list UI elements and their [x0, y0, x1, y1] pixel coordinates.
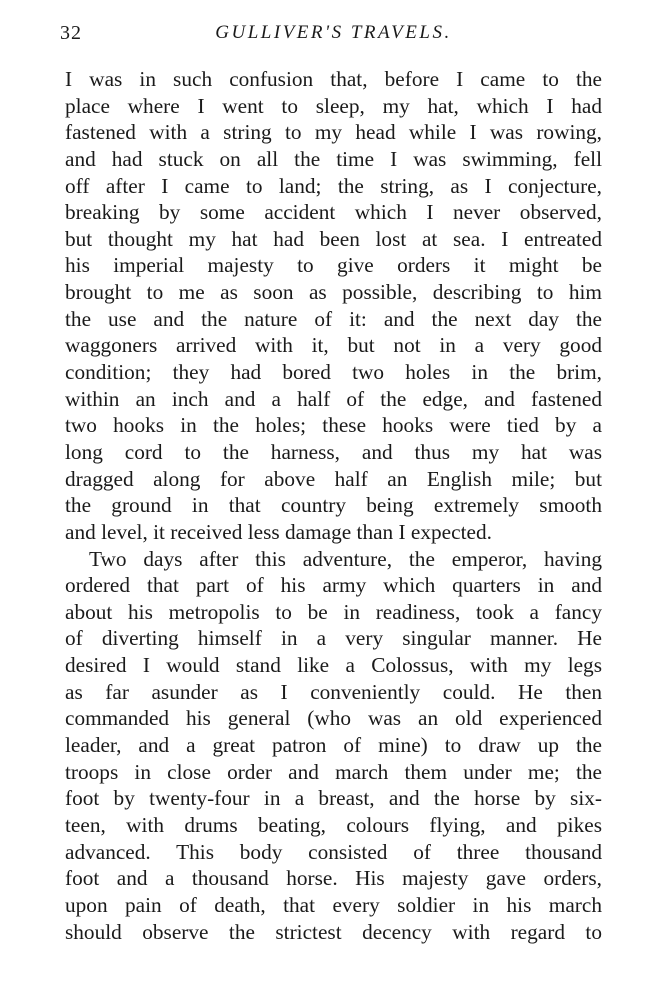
text-line: condition; they had bored two holes in the brim, [65, 360, 602, 385]
text-line: breaking by some accident which I never observed, [65, 200, 602, 225]
text-line: foot and a thousand horse. His majesty gave orders, [65, 866, 602, 891]
text-line: I was in such confusion that, before I came to the [65, 67, 602, 91]
text-line: the ground in that country being extremely smooth [65, 493, 602, 518]
text-line: commanded his general (who was an old experienced [65, 706, 602, 731]
text-line: ordered that part of his army which quarters in and [65, 573, 602, 598]
text-line: troops in close order and march them under me; the [65, 759, 602, 784]
text-line: his imperial majesty to give orders it might be [65, 253, 602, 278]
text-line: leader, and a great patron of mine) to draw up the [65, 733, 602, 758]
text-line: foot by twenty-four in a breast, and the horse by six- [65, 786, 602, 811]
text-line: about his metropolis to be in readiness, took a fancy [65, 599, 602, 624]
text-line: dragged along for above half an English mile; but [65, 466, 602, 491]
text-line: fastened with a string to my head while I was rowing, [65, 120, 602, 145]
text-line: and had stuck on all the time I was swimming, fell [65, 146, 602, 171]
text-line: within an inch and a half of the edge, and fastened [65, 386, 602, 411]
text-line: place where I went to sleep, my hat, which I had [65, 93, 602, 118]
text-line: teen, with drums beating, colours flying, and pikes [65, 812, 602, 837]
running-title: GULLIVER'S TRAVELS. [215, 22, 452, 43]
text-line: brought to me as soon as possible, describing to him [65, 280, 602, 305]
text-line: off after I came to land; the string, as I conjecture, [65, 173, 602, 198]
text-line: desired I would stand like a Colossus, with my legs [65, 653, 602, 678]
text-line: as far asunder as I conveniently could. He then [65, 679, 602, 704]
text-line: should observe the strictest decency with regard to [65, 919, 602, 944]
paragraph [65, 546, 602, 946]
text-line: Two days after this adventure, the emperor, having [89, 546, 602, 571]
text-line: and level, it received less damage than I expected. [65, 519, 492, 544]
text-line: but thought my hat had been lost at sea. I entreated [65, 226, 602, 251]
page-number: 32 [60, 22, 82, 44]
body-text [65, 66, 602, 945]
paragraph [65, 66, 602, 546]
text-line: waggoners arrived with it, but not in a very good [65, 333, 602, 358]
text-line: advanced. This body consisted of three thousand [65, 839, 602, 864]
text-line: two hooks in the holes; these hooks were tied by a [65, 413, 602, 438]
text-line: of diverting himself in a very singular manner. He [65, 626, 602, 651]
text-line: the use and the nature of it: and the next day the [65, 306, 602, 331]
text-line: long cord to the harness, and thus my hat was [65, 439, 602, 464]
page-header [60, 22, 607, 52]
text-line: upon pain of death, that every soldier in his march [65, 892, 602, 917]
